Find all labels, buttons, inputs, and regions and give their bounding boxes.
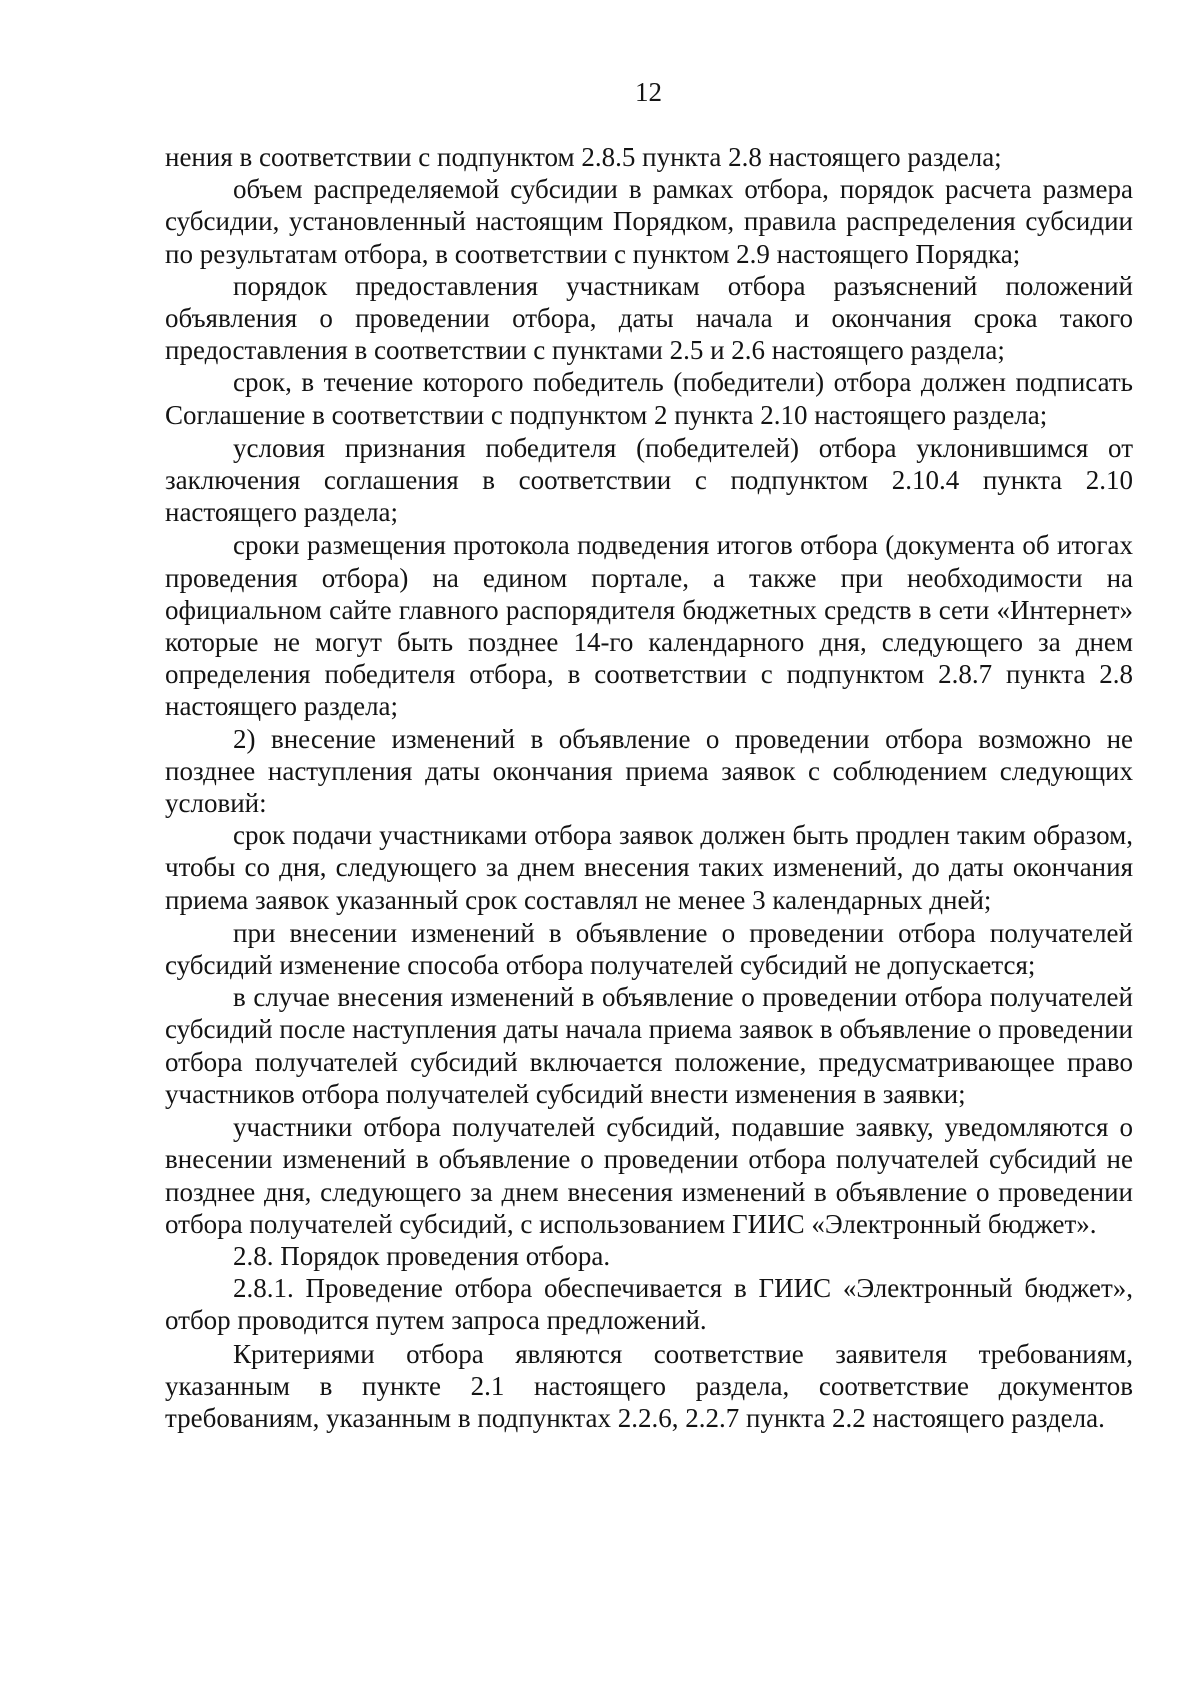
page-number: 12	[635, 77, 662, 107]
paragraph-2-8-1: 2.8.1. Проведение отбора обеспечивается в ГИИС «Электронный бюджет», отбор проводится путем запроса предложений.	[165, 1273, 1133, 1336]
paragraph-deadline-extension: срок подачи участниками отбора заявок должен быть продлен таким образом, чтобы со дня, следующего за днем внесения таких изменений, до даты окончания приема заявок указанный срок составлял не менее 3 календарных дней;	[165, 820, 1133, 915]
paragraph-protocol-terms: сроки размещения протокола подведения итогов отбора (документа об итогах проведения отбора) на едином портале, а также при необходимости на официальном сайте главного распорядителя бюджетных средств в сети «Интернет» которые не могут быть позднее 14-го календарного дня, следующего за днем определения победителя отбора, в соответствии с подпунктом 2.8.7 пункта 2.8 настоящего раздела;	[165, 530, 1133, 722]
paragraph-evasion-conditions: условия признания победителя (победителей) отбора уклонившимся от заключения соглашения в соответствии с подпунктом 2.10.4 пункта 2.10 настоящего раздела;	[165, 432, 1133, 528]
paragraph-criteria: Критериями отбора являются соответствие заявителя требованиям, указанным в пункте 2.1 настоящего раздела, соответствие документов требованиям, указанным в подпунктах 2.2.6, 2.2.7 пункта 2.2 настоящего раздела.	[165, 1338, 1133, 1433]
paragraph-clarifications: порядок предоставления участникам отбора разъяснений положений объявления о проведении отбора, даты начала и окончания срока такого предоставления в соответствии с пунктами 2.5 и 2.6 настоящего раздела;	[165, 270, 1133, 366]
document-body	[165, 141, 1133, 1434]
paragraph-method-change: при внесении изменений в объявление о проведении отбора получателей субсидий изменение способа отбора получателей субсидий не допускается;	[165, 917, 1133, 981]
paragraph-notification: участники отбора получателей субсидий, подавшие заявку, уведомляются о внесении изменений в объявление о проведении отбора получателей субсидий не позднее дня, следующего за днем внесения изменений в объявление о проведении отбора получателей субсидий, с использованием ГИИС «Электронный бюджет».	[165, 1112, 1133, 1239]
paragraph-signing-term: срок, в течение которого победитель (победители) отбора должен подписать Соглашение в соответствии с подпунктом 2 пункта 2.10 настоящего раздела;	[165, 367, 1133, 430]
paragraph-application-changes: в случае внесения изменений в объявление о проведении отбора получателей субсидий после наступления даты начала приема заявок в объявление о проведении отбора получателей субсидий включается положение, предусматривающее право участников отбора получателей субсидий внести изменения в заявки;	[165, 982, 1133, 1109]
paragraph-subsidy-volume: объем распределяемой субсидии в рамках отбора, порядок расчета размера субсидии, установленный настоящим Порядком, правила распределения субсидии по результатам отбора, в соответствии с пунктом 2.9 настоящего Порядка;	[165, 174, 1133, 269]
paragraph-continuation: нения в соответствии с подпунктом 2.8.5 пункта 2.8 настоящего раздела;	[165, 142, 1002, 172]
paragraph-amendments: 2) внесение изменений в объявление о проведении отбора возможно не позднее наступления даты окончания приема заявок с соблюдением следующих условий:	[165, 723, 1133, 819]
paragraph-section-2-8: 2.8. Порядок проведения отбора.	[233, 1240, 611, 1271]
